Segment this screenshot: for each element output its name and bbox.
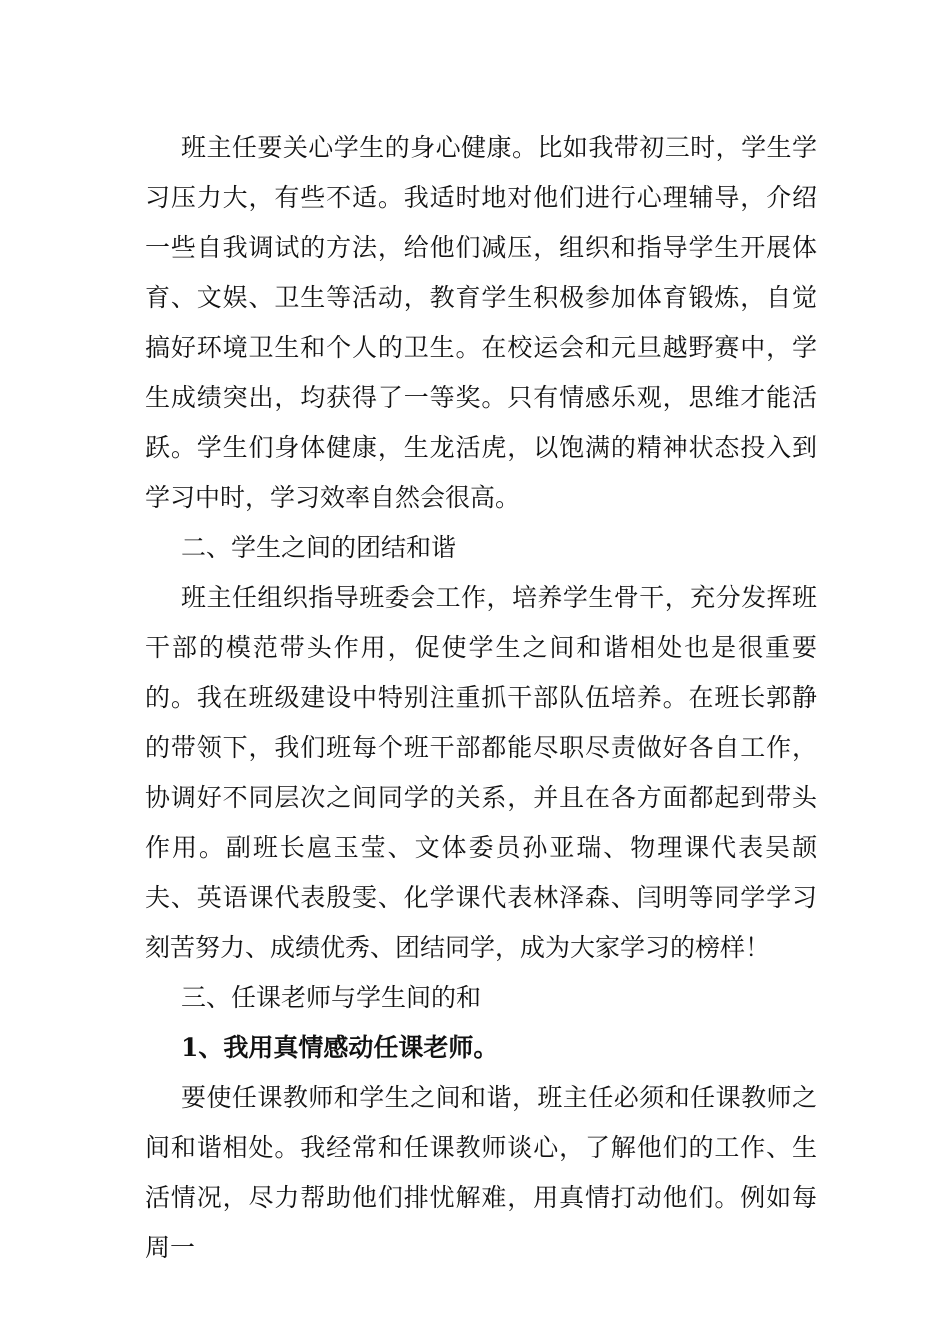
section-heading-teacher-student: 三、任课老师与学生间的和	[181, 983, 482, 1012]
subheading-sincerity: 1、我用真情感动任课老师。	[181, 1033, 499, 1062]
document-body	[145, 123, 817, 1273]
paragraph-class-committee: 班主任组织指导班委会工作，培养学生骨干，充分发挥班干部的模范带头作用，促使学生之间和谐相处也是很重要的。我在班级建设中特别注重抓干部队伍培养。在班长郭静的带领下，我们班每个班干部都能尽职尽责做好各自工作，协调好不同层次之间同学的关系，并且在各方面都起到带头作用。副班长扈玉莹、文体委员孙亚瑞、物理课代表吴颉夫、英语课代表殷雯、化学课代表林泽森、闫明等同学学习刻苦努力、成绩优秀、团结同学，成为大家学习的榜样！	[145, 583, 817, 962]
section-heading-student-unity: 二、学生之间的团结和谐	[181, 533, 457, 562]
paragraph-health: 班主任要关心学生的身心健康。比如我带初三时，学生学习压力大，有些不适。我适时地对他们进行心理辅导，介绍一些自我调试的方法，给他们减压，组织和指导学生开展体育、文娱、卫生等活动，教育学生积极参加体育锻炼，自觉搞好环境卫生和个人的卫生。在校运会和元旦越野赛中，学生成绩突出，均获得了一等奖。只有情感乐观，思维才能活跃。学生们身体健康，生龙活虎，以饱满的精神状态投入到学习中时，学习效率自然会很高。	[145, 133, 817, 512]
paragraph-teacher-harmony: 要使任课教师和学生之间和谐，班主任必须和任课教师之间和谐相处。我经常和任课教师谈心，了解他们的工作、生活情况，尽力帮助他们排忧解难，用真情打动他们。例如每周一	[145, 1083, 817, 1262]
